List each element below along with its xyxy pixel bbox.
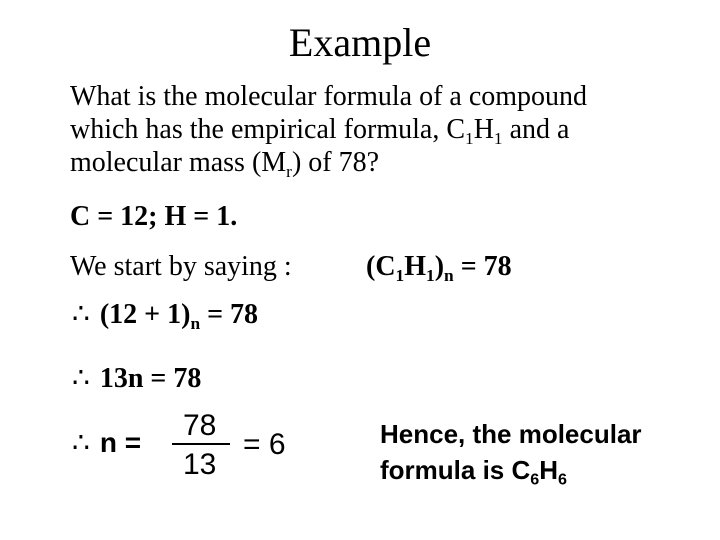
step-2-expression: 13n = 78	[99, 363, 202, 394]
conclusion-line-1: Hence, the molecular	[380, 419, 642, 449]
question-line-2-end: and a	[502, 114, 570, 145]
question-line-3	[70, 146, 587, 182]
step-1-expression: (12 + 1)	[99, 299, 191, 330]
element-symbol: H	[404, 251, 427, 282]
conclusion	[380, 416, 642, 488]
conclusion-line-2	[380, 452, 642, 488]
question-line-2-text: which has the empirical formula, C	[70, 114, 465, 145]
page-title: Example	[288, 20, 432, 65]
result: = 6	[243, 428, 286, 461]
therefore-symbol: ∴	[72, 428, 90, 459]
expr-close: )	[434, 251, 445, 282]
question-line-3-text: molecular mass (M	[70, 147, 287, 178]
subscript: 1	[426, 266, 435, 286]
expr-equals: = 78	[453, 251, 512, 282]
fraction-bar	[172, 443, 230, 445]
start-label: We start by saying :	[70, 251, 292, 282]
question-line-2	[70, 113, 587, 149]
conclusion-line-2-text: formula is C	[380, 455, 531, 485]
expr-open: (C	[366, 251, 396, 282]
question-line-3-end: ) of 78?	[291, 147, 380, 178]
question-text	[70, 80, 588, 182]
fraction-denominator: 13	[183, 448, 217, 481]
element-symbol: H	[473, 114, 494, 145]
subscript-n: n	[444, 266, 454, 286]
therefore-symbol: ∴	[72, 299, 90, 330]
element-symbol: H	[539, 455, 558, 485]
step-3-lhs	[72, 426, 141, 461]
step-1-equals: = 78	[200, 299, 259, 330]
step-1	[72, 298, 258, 332]
subscript: r	[286, 162, 292, 182]
question-line-1: What is the molecular formula of a compound	[70, 81, 588, 112]
step-2	[72, 362, 201, 396]
subscript: 1	[465, 129, 474, 149]
start-expression	[366, 250, 512, 284]
therefore-symbol: ∴	[72, 363, 90, 394]
subscript: 6	[530, 470, 540, 489]
subscript-n: n	[190, 314, 201, 334]
atomic-masses: C = 12; H = 1.	[70, 201, 238, 232]
fraction-numerator: 78	[183, 409, 217, 442]
subscript: 1	[395, 266, 405, 286]
subscript: 6	[558, 470, 567, 489]
n-equals: n =	[99, 427, 142, 458]
subscript: 1	[493, 129, 503, 149]
